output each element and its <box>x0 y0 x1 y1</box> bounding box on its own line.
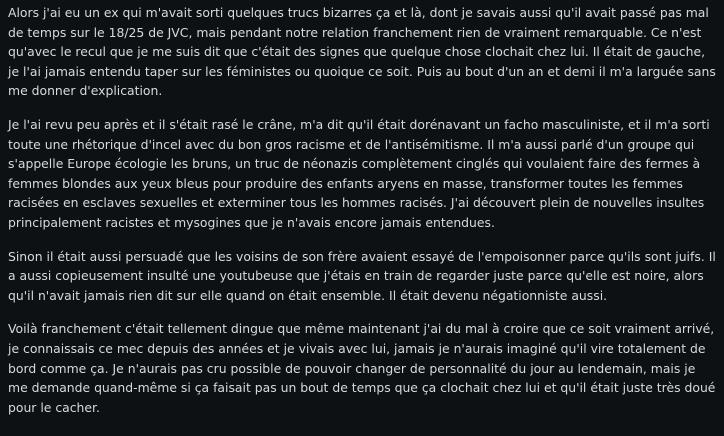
post-paragraph-2: Je l'ai revu peu après et il s'était rasé le crâne, m'a dit qu'il était dorénavant un facho masculiniste, et il m'a sorti toute une rhétorique d'incel avec du bon gros racisme et de l'antisémitisme. Il m'a aussi parlé d'un groupe qui s'appelle Europe écologie les bruns, un truc de néonazis complètement cinglés qui voulaient faire des fermes à femmes blondes aux yeux bleus pour produire des enfants aryens en masse, transformer toutes les femmes racisées en esclaves sexuelles et exterminer tous les hommes racisés. J'ai découvert plein de nouvelles insultes principalement racistes et mysogines que je n'avais encore jamais entendues. <box>8 116 710 230</box>
post-paragraph-1: Alors j'ai eu un ex qui m'avait sorti quelques trucs bizarres ça et là, dont je savais aussi qu'il avait passé pas mal de temps sur le 18/25 de JVC, mais pendant notre relation franchement rien de vraiment remarquable. Ce n'est qu'avec le recul que je me suis dit que c'était des signes que quelque chose clochait chez lui. Il était de gauche, je l'ai jamais entendu taper sur les féministes ou quoique ce soit. Puis au bout d'un an et demi il m'a larguée sans me donner d'explication. <box>8 5 716 99</box>
post-paragraph-4: Voilà franchement c'était tellement dingue que même maintenant j'ai du mal à croire que ce soit vraiment arrivé, je connaissais ce mec depuis des années et je vivais avec lui, jamais je n'aurais imaginé qu'il vire totalement de bord comme ça. Je n'aurais pas cru possible de pouvoir changer de personnalité du jour au lendemain, mais je me demande quand-même si ça faisait pas un bout de temps que ça clochait chez lui et qu'il était juste très doué pour le cacher. <box>8 321 716 415</box>
post-paragraph-3: Sinon il était aussi persuadé que les voisins de son frère avaient essayé de l'empoisonner parce qu'ils sont juifs. Il a aussi copieusement insulté une youtubeuse que j'étais en train de regarder juste parce qu'elle est noire, alors qu'il n'avait jamais rien dit sur elle quand on était ensemble. Il était devenu négationniste aussi. <box>8 248 716 303</box>
